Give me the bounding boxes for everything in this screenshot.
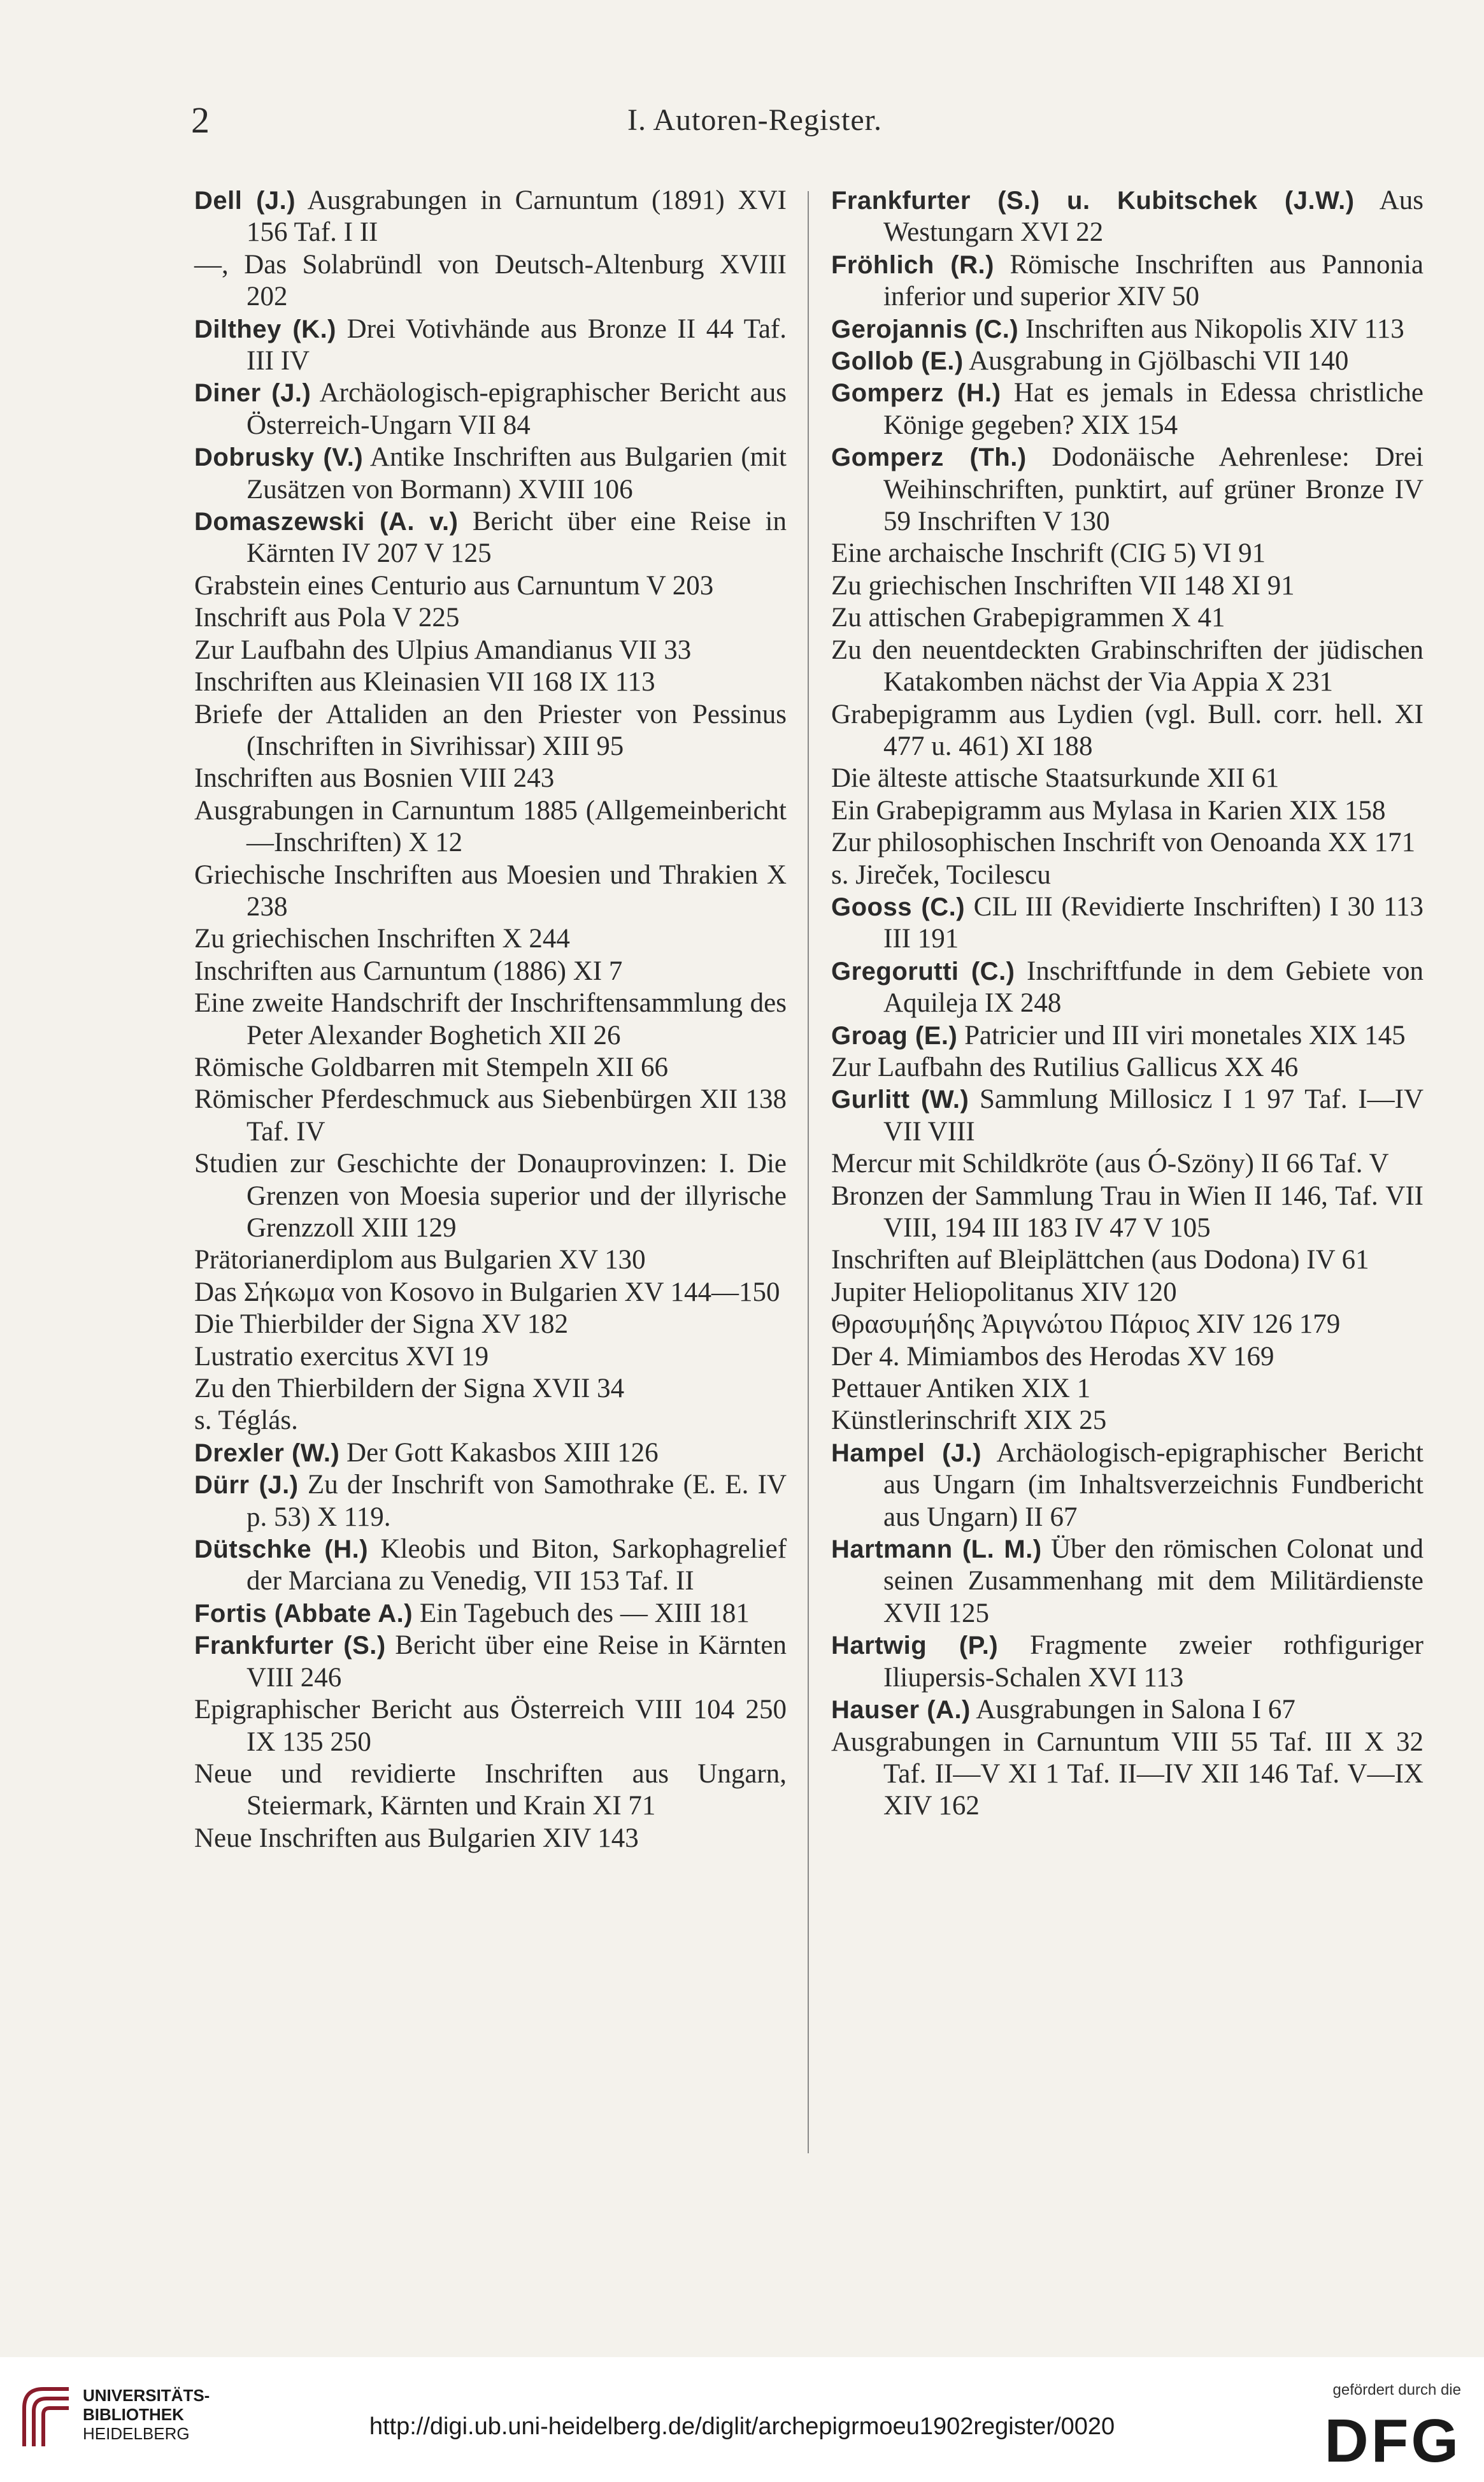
- register-entry: [194, 635, 787, 666]
- register-entry: [194, 1373, 787, 1405]
- register-entry: [831, 1373, 1423, 1405]
- register-entry: [194, 1244, 787, 1276]
- column-divider: [808, 191, 809, 2153]
- entry-author: Fortis (Abbate A.): [194, 1599, 413, 1628]
- register-entry: [194, 313, 787, 378]
- register-entry: [831, 1052, 1423, 1084]
- entry-text: Inschriften auf Bleiplättchen (aus Dodona) IV 61: [831, 1245, 1369, 1275]
- entry-text: Römischer Pferdeschmuck aus Siebenbürgen XII 138 Taf. IV: [194, 1084, 787, 1147]
- register-entry: [831, 570, 1423, 602]
- entry-text: Sammlung Millosicz I 1 97 Taf. I—IV VII VIII: [883, 1084, 1424, 1147]
- register-entry: [194, 1084, 787, 1148]
- register-entry: [194, 1694, 787, 1758]
- register-entry: [194, 666, 787, 698]
- register-entry: [831, 249, 1423, 313]
- entry-text: Neue Inschriften aus Bulgarien XIV 143: [194, 1823, 639, 1853]
- entry-text: Inschriften aus Carnuntum (1886) XI 7: [194, 956, 623, 986]
- register-entry: [831, 313, 1423, 345]
- register-entry: [194, 441, 787, 506]
- entry-author: Dütschke (H.): [194, 1535, 369, 1564]
- entry-text: Inschriften aus Bosnien VIII 243: [194, 763, 555, 794]
- entry-text: Über den römischen Colonat und seinen Zusammenhang mit dem Militärdienste XVII 125: [883, 1534, 1424, 1628]
- entry-text: Θρασυμήδης Ἀριγνώτου Πάριος XIV 126 179: [831, 1309, 1341, 1340]
- register-entry: [194, 1533, 787, 1598]
- register-entry: [831, 1309, 1423, 1340]
- entry-text: Bericht über eine Reise in Kärnten IV 207 V 125: [246, 506, 787, 569]
- entry-text: Das Σήκωμα von Kosovo in Bulgarien XV 144—150: [194, 1277, 780, 1307]
- entry-author: Gurlitt (W.): [831, 1086, 969, 1114]
- entry-text: —, Das Solabründl von Deutsch-Altenburg XVIII 202: [194, 249, 787, 312]
- entry-author: Dilthey (K.): [194, 315, 337, 343]
- library-name-line2: BIBLIOTHEK: [83, 2405, 184, 2424]
- register-entry: [194, 859, 787, 924]
- entry-author: Frankfurter (S.): [194, 1632, 386, 1660]
- register-entry: [831, 891, 1423, 956]
- entry-author: Gregorutti (C.): [831, 957, 1015, 986]
- entry-text: Eine archaische Inschrift (CIG 5) VI 91: [831, 538, 1266, 569]
- register-entry: [194, 185, 787, 249]
- entry-author: Domaszewski (A. v.): [194, 508, 459, 536]
- register-entry: [831, 699, 1423, 763]
- entry-text: Jupiter Heliopolitanus XIV 120: [831, 1277, 1177, 1307]
- entry-text: Römische Goldbarren mit Stempeln XII 66: [194, 1052, 668, 1082]
- entry-text: Archäologisch-epigraphischer Bericht aus Österreich-Ungarn VII 84: [246, 378, 787, 440]
- entry-text: Inschriften aus Nikopolis XIV 113: [1025, 313, 1404, 344]
- register-entry: [831, 1630, 1423, 1694]
- entry-text: Drei Votivhände aus Bronze II 44 Taf. III IV: [246, 313, 787, 377]
- entry-author: Drexler (W.): [194, 1438, 340, 1467]
- entry-text: Grabstein eines Centurio aus Carnuntum V 203: [194, 570, 714, 601]
- register-entry: [194, 1277, 787, 1309]
- entry-text: Inschriftfunde in dem Gebiete von Aquileja IX 248: [883, 956, 1423, 1019]
- funded-by-label: gefördert durch die: [1332, 2381, 1461, 2399]
- entry-text: Ausgrabungen in Carnuntum (1891) XVI 156 Taf. I II: [246, 185, 787, 248]
- entry-text: Eine zweite Handschrift der Inschriftensammlung des Peter Alexander Boghetich XII 26: [194, 988, 787, 1051]
- entry-text: Mercur mit Schildkröte (aus Ó-Szöny) II 66 Taf. V: [831, 1149, 1389, 1179]
- entry-author: Diner (J.): [194, 379, 311, 408]
- entry-text: s. Téglás.: [194, 1405, 298, 1436]
- entry-text: Die Thierbilder der Signa XV 182: [194, 1309, 569, 1340]
- register-entry: [194, 1469, 787, 1533]
- entry-text: Ausgrabungen in Carnuntum VIII 55 Taf. III X 32 Taf. II—V XI 1 Taf. II—IV XII 146 Taf. V—IX XIV 162: [831, 1726, 1423, 1821]
- entry-text: Die älteste attische Staatsurkunde XII 61: [831, 763, 1280, 794]
- entry-text: Grabepigramm aus Lydien (vgl. Bull. corr. hell. XI 477 u. 461) XI 188: [831, 699, 1423, 761]
- page-footer: [0, 2357, 1484, 2482]
- register-entry: [194, 956, 787, 987]
- entry-text: Künstlerinschrift XIX 25: [831, 1405, 1107, 1436]
- entry-text: Zu den neuentdeckten Grabinschriften der jüdischen Katakomben nächst der Via Appia X 231: [831, 635, 1423, 698]
- entry-text: Kleobis und Biton, Sarkophagrelief der Marciana zu Venedig, VII 153 Taf. II: [246, 1534, 787, 1596]
- entry-text: Lustratio exercitus XVI 19: [194, 1341, 489, 1372]
- entry-text: Inschriften aus Kleinasien VII 168 IX 113: [194, 667, 655, 698]
- entry-author: Hauser (A.): [831, 1696, 971, 1725]
- register-entry: [194, 1309, 787, 1340]
- entry-text: Fragmente zweier rothfiguriger Iliupersis-Schalen XVI 113: [883, 1630, 1423, 1693]
- register-entry: [831, 1180, 1423, 1245]
- register-entry: [194, 602, 787, 634]
- register-entry: [831, 345, 1423, 377]
- register-entry: [831, 1277, 1423, 1309]
- entry-text: Prätorianerdiplom aus Bulgarien XV 130: [194, 1245, 646, 1275]
- register-entry: [194, 923, 787, 955]
- entry-text: Studien zur Geschichte der Donauprovinzen: I. Die Grenzen von Moesia superior und der illyrische Grenzzoll XIII 129: [194, 1149, 787, 1243]
- register-entry: [194, 1758, 787, 1823]
- entry-text: Der 4. Mimiambos des Herodas XV 169: [831, 1341, 1274, 1372]
- dfg-logo: DFG: [1324, 2407, 1461, 2475]
- register-entry: [831, 1437, 1423, 1533]
- entry-text: Neue und revidierte Inschriften aus Ungarn, Steiermark, Kärnten und Krain XI 71: [194, 1758, 787, 1821]
- entry-text: Pettauer Antiken XIX 1: [831, 1374, 1091, 1404]
- entry-text: Griechische Inschriften aus Moesien und Thrakien X 238: [194, 859, 787, 922]
- entry-text: Bericht über eine Reise in Kärnten VIII 246: [246, 1630, 787, 1693]
- entry-text: Archäologisch-epigraphischer Bericht aus Ungarn (im Inhaltsverzeichnis Fundbericht aus Ungarn) II 67: [883, 1437, 1423, 1532]
- register-entry: [194, 1598, 787, 1630]
- register-entry: [831, 1694, 1423, 1726]
- register-entry: [831, 377, 1423, 441]
- entry-author: Frankfurter (S.) u. Kubitschek (J.W.): [831, 187, 1355, 215]
- register-entry: [831, 1533, 1423, 1630]
- register-entry: [831, 1020, 1423, 1052]
- register-entry: [194, 1405, 787, 1437]
- register-entry: [831, 441, 1423, 538]
- entry-author: Gomperz (H.): [831, 379, 1001, 408]
- register-entry: [831, 763, 1423, 794]
- entry-text: Antike Inschriften aus Bulgarien (mit Zusätzen von Bormann) XVIII 106: [246, 442, 787, 505]
- register-entry: [831, 827, 1423, 859]
- register-entry: [194, 1823, 787, 1854]
- page-header: [191, 99, 1318, 150]
- entry-author: Fröhlich (R.): [831, 250, 994, 279]
- entry-author: Gerojannis (C.): [831, 315, 1019, 343]
- register-entry: [194, 506, 787, 570]
- entry-text: Römische Inschriften aus Pannonia inferior und superior XIV 50: [883, 249, 1423, 312]
- entry-text: Briefe der Attaliden an den Priester von Pessinus (Inschriften in Sivrihissar) XIII 95: [194, 699, 787, 761]
- register-entry: [831, 635, 1423, 699]
- entry-text: Zur philosophischen Inschrift von Oenoanda XX 171: [831, 828, 1416, 858]
- register-entry: [831, 795, 1423, 827]
- entry-text: Inschrift aus Pola V 225: [194, 603, 460, 633]
- entry-text: Epigraphischer Bericht aus Österreich VIII 104 250 IX 135 250: [194, 1695, 787, 1757]
- right-column: [831, 185, 1423, 1823]
- register-entry: [194, 1148, 787, 1244]
- register-entry: [831, 859, 1423, 891]
- register-entry: [194, 249, 787, 313]
- entry-text: Hat es jemals in Edessa christliche Könige gegeben? XIX 154: [883, 378, 1423, 440]
- entry-author: Groag (E.): [831, 1021, 958, 1050]
- register-entry: [831, 1084, 1423, 1148]
- entry-text: Ausgrabungen in Carnuntum 1885 (Allgemeinbericht—Inschriften) X 12: [194, 795, 787, 858]
- library-name-line1: UNIVERSITÄTS-: [83, 2386, 210, 2405]
- entry-text: CIL III (Revidierte Inschriften) I 30 113 III 191: [883, 891, 1424, 954]
- page-number: 2: [191, 99, 210, 141]
- left-column: [194, 185, 787, 1854]
- entry-text: Zu den Thierbildern der Signa XVII 34: [194, 1374, 625, 1404]
- entry-text: Zu der Inschrift von Samothrake (E. E. IV p. 53) X 119.: [246, 1470, 787, 1532]
- entry-text: Bronzen der Sammlung Trau in Wien II 146, Taf. VII VIII, 194 III 183 IV 47 V 105: [831, 1180, 1423, 1243]
- entry-text: Ein Grabepigramm aus Mylasa in Karien XIX 158: [831, 795, 1386, 826]
- register-entry: [831, 1244, 1423, 1276]
- register-entry: [831, 602, 1423, 634]
- entry-author: Hampel (J.): [831, 1438, 982, 1467]
- register-entry: [194, 377, 787, 441]
- register-entry: [831, 1405, 1423, 1437]
- library-name-line3: HEIDELBERG: [83, 2424, 190, 2443]
- register-entry: [194, 699, 787, 763]
- entry-author: Hartwig (P.): [831, 1632, 999, 1660]
- entry-text: Ausgrabungen in Salona I 67: [976, 1695, 1295, 1725]
- register-entry: [194, 1341, 787, 1373]
- register-entry: [831, 538, 1423, 570]
- register-entry: [831, 956, 1423, 1020]
- register-entry: [831, 185, 1423, 249]
- register-entry: [194, 1437, 787, 1469]
- entry-text: Zur Laufbahn des Ulpius Amandianus VII 33: [194, 635, 692, 665]
- entry-author: Gooss (C.): [831, 893, 966, 921]
- entry-author: Dobrusky (V.): [194, 443, 364, 472]
- entry-text: Zu griechischen Inschriften X 244: [194, 924, 570, 954]
- entry-text: s. Jireček, Tocilescu: [831, 859, 1051, 890]
- register-entry: [194, 795, 787, 859]
- entry-text: Der Gott Kakasbos XIII 126: [346, 1437, 659, 1468]
- entry-text: Dodonäische Aehrenlese: Drei Weihinschriften, punktirt, auf grüner Bronze IV 59 Inschriften V 130: [883, 442, 1424, 537]
- register-entry: [831, 1341, 1423, 1373]
- source-url-link[interactable]: http://digi.ub.uni-heidelberg.de/diglit/archepigrmoeu1902register/0020: [369, 2413, 1115, 2440]
- running-title: I. Autoren-Register.: [627, 103, 882, 137]
- entry-text: Patricier und III viri monetales XIX 145: [964, 1020, 1406, 1051]
- entry-text: Zur Laufbahn des Rutilius Gallicus XX 46: [831, 1052, 1299, 1082]
- register-entry: [194, 570, 787, 602]
- entry-text: Ein Tagebuch des — XIII 181: [419, 1598, 750, 1628]
- entry-text: Zu attischen Grabepigrammen X 41: [831, 603, 1225, 633]
- register-entry: [831, 1726, 1423, 1823]
- entry-author: Dell (J.): [194, 187, 296, 215]
- entry-author: Dürr (J.): [194, 1471, 299, 1500]
- register-entry: [194, 763, 787, 794]
- entry-author: Gomperz (Th.): [831, 443, 1027, 472]
- register-entry: [194, 1052, 787, 1084]
- register-entry: [194, 1630, 787, 1694]
- entry-text: Zu griechischen Inschriften VII 148 XI 91: [831, 570, 1295, 601]
- register-entry: [194, 987, 787, 1052]
- entry-author: Hartmann (L. M.): [831, 1535, 1042, 1564]
- register-entry: [831, 1148, 1423, 1180]
- entry-text: Aus Westungarn XVI 22: [883, 185, 1423, 248]
- entry-author: Gollob (E.): [831, 347, 964, 376]
- entry-text: Ausgrabung in Gjölbaschi VII 140: [969, 346, 1349, 377]
